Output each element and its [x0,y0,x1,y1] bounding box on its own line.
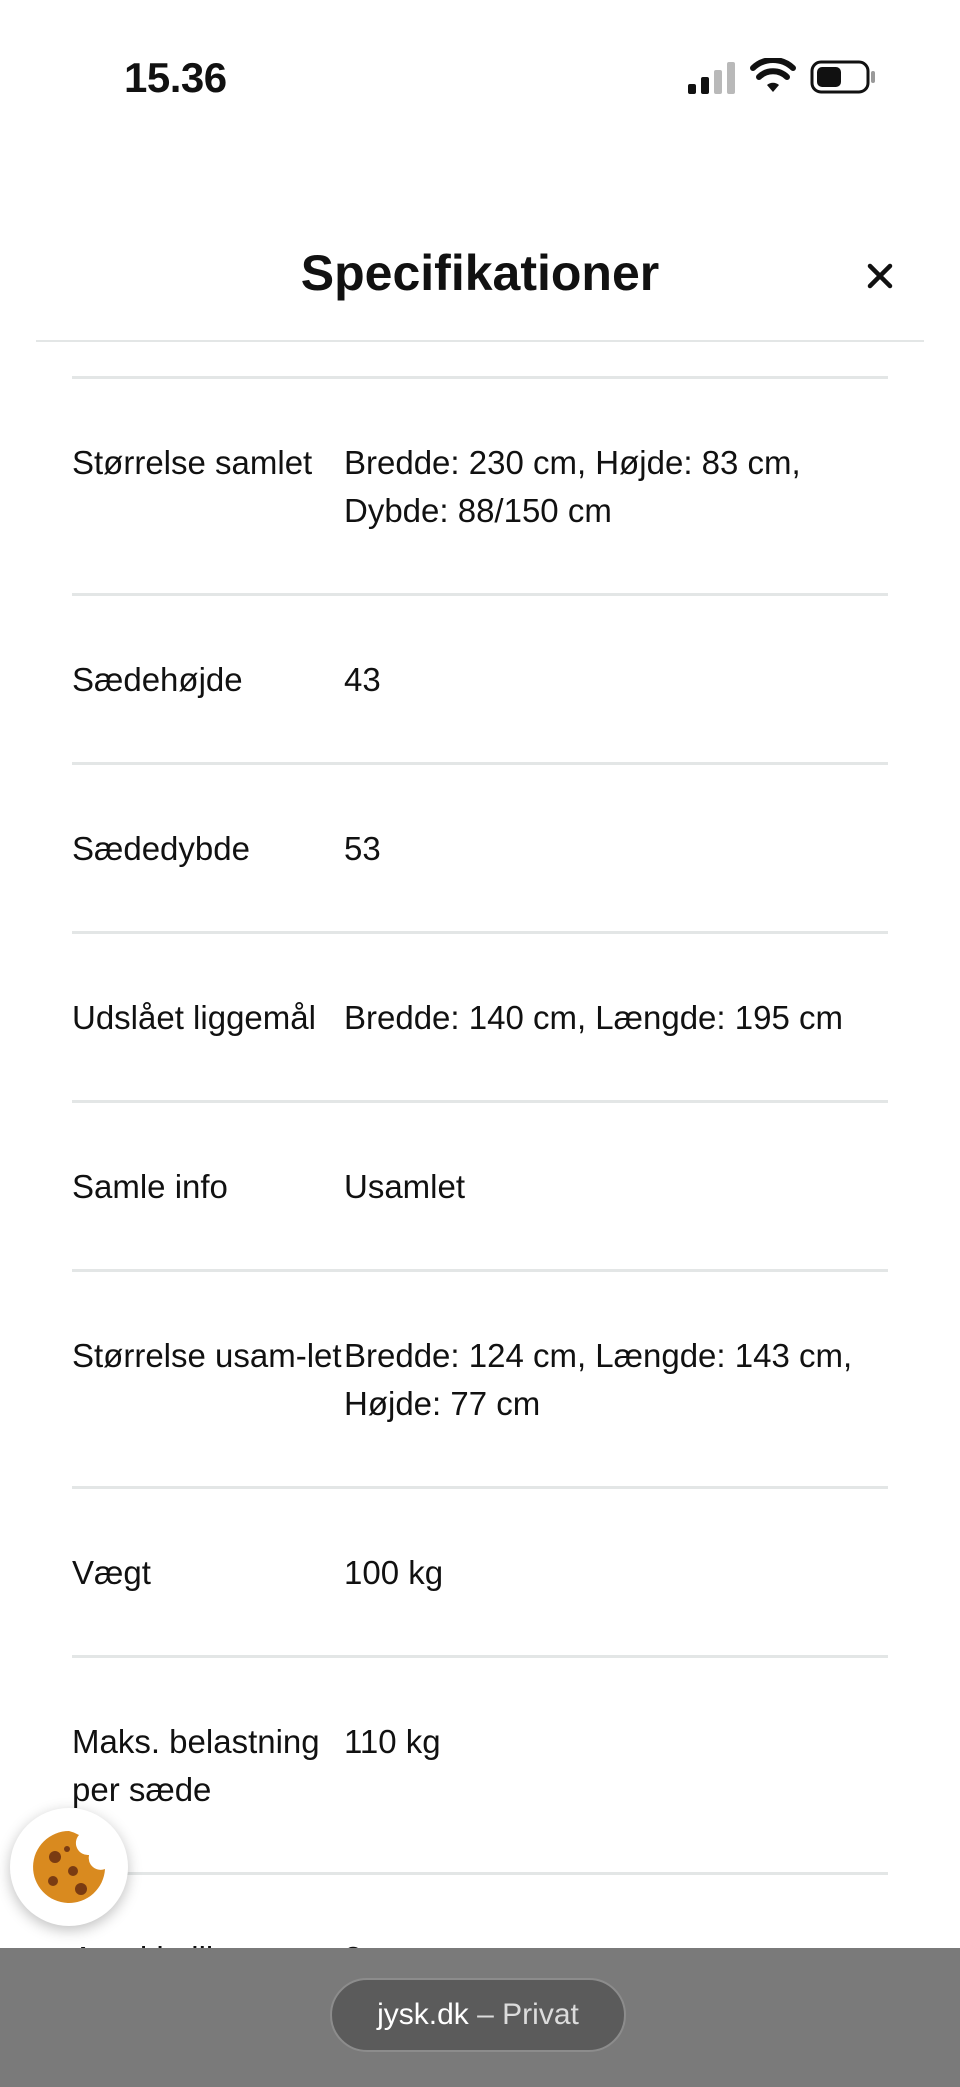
spec-label: Maks. belastning per sæde [72,1723,320,1808]
spec-value: 43 [344,661,381,698]
spec-row [72,1655,888,1872]
cookie-settings-button[interactable] [10,1808,128,1926]
spec-value: Bredde: 140 cm, Længde: 195 cm [344,999,843,1036]
spec-label: Sædedybde [72,830,250,867]
cookie-icon [29,1827,109,1907]
spec-row [72,1269,888,1486]
spec-label: Størrelse samlet [72,444,313,481]
url-separator: – [468,1998,503,2031]
cellular-signal-icon [688,62,736,94]
spec-value: Bredde: 124 cm, Længde: 143 cm, Højde: 77 cm [344,1337,853,1422]
spec-row [72,762,888,931]
spec-row [72,376,888,593]
status-time: 15.36 [124,54,227,101]
spec-value: 53 [344,830,381,867]
spec-row [72,1100,888,1269]
private-mode-label: Privat [502,1998,579,2031]
close-icon[interactable] [860,256,900,296]
spec-label: Størrelse usam-let [72,1337,342,1374]
spec-label: Vægt [72,1554,151,1591]
spec-row [72,1486,888,1655]
spec-value: Bredde: 230 cm, Højde: 83 cm, Dybde: 88/150 cm [344,444,801,529]
spec-value: 100 kg [344,1554,444,1591]
battery-icon [810,60,876,94]
spec-row [72,931,888,1100]
specs-header [36,220,924,342]
spec-label: Udslået liggemål [72,999,316,1036]
spec-value: Usamlet [344,1168,466,1205]
page-title: Specifikationer [300,245,660,301]
url-host: jysk.dk [377,1998,469,2031]
spec-label: Samle info [72,1168,228,1205]
spec-label: Sædehøjde [72,661,243,698]
browser-bottom-bar [0,1948,960,2087]
spec-value: 110 kg [344,1723,441,1760]
wifi-icon [750,58,796,94]
address-bar[interactable] [330,1978,626,2052]
spec-row [72,593,888,762]
spec-list [72,376,888,2041]
status-bar [0,0,960,150]
